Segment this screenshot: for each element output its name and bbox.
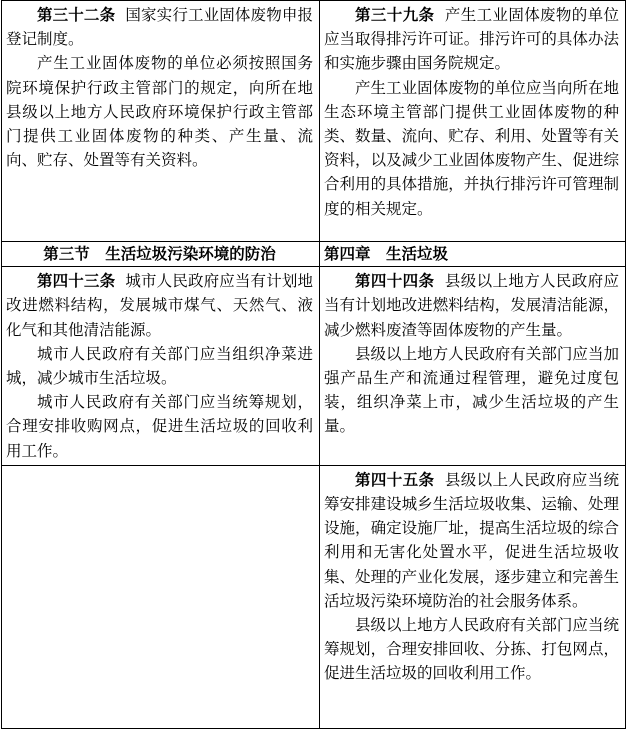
section-heading-old: 第三节 生活垃圾污染环境的防治 <box>2 242 320 267</box>
article-number: 第四十四条 <box>355 271 435 291</box>
article-paragraph: 城市人民政府有关部门应当组织净菜进城，减少城市生活垃圾。 <box>6 344 313 388</box>
article-number: 第四十五条 <box>355 469 435 489</box>
table-row <box>2 1 626 242</box>
article-text: 城市人民政府应当有计划地改进燃料结构，发展城市煤气、天然气、液化气和其他清洁能源。 <box>6 272 313 339</box>
new-law-cell <box>320 465 626 728</box>
table-row <box>2 242 626 267</box>
article-paragraph <box>324 3 619 76</box>
article-paragraph: 产生工业固体废物的单位应当向所在地生态环境主管部门提供工业固体废物的种类、数量、流向、贮存、利用、处置等有关资料，以及减少工业固体废物产生、促进综合利用的具体措施，并执行排污许可管理制度的相关规定。 <box>324 78 619 218</box>
article-paragraph: 县级以上地方人民政府有关部门应当统筹规划，合理安排回收、分拣、打包网点，促进生活垃圾的回收利用工作。 <box>324 616 619 683</box>
article-text: 县级以上地方人民政府应当有计划地改进燃料结构，发展清洁能源，减少燃料废渣等固体废物的产生量。 <box>324 272 619 339</box>
article-number: 第四十三条 <box>37 271 116 291</box>
table-row <box>2 267 626 466</box>
old-law-cell <box>2 1 320 242</box>
table-row <box>2 465 626 728</box>
law-comparison-table <box>1 0 626 729</box>
article-text: 国家实行工业固体废物申报登记制度。 <box>6 6 313 49</box>
article-paragraph <box>324 269 619 342</box>
article-paragraph <box>6 3 313 51</box>
article-paragraph: 产生工业固体废物的单位必须按照国务院环境保护行政主管部门的规定，向所在地县级以上地方人民政府环境保护行政主管部门提供工业固体废物的种类、产生量、流向、贮存、处置等有关资料。 <box>6 54 313 170</box>
new-law-cell <box>320 1 626 242</box>
article-number: 第三十九条 <box>355 5 435 24</box>
article-text: 县级以上人民政府应当统筹安排建设城乡生活垃圾收集、运输、处理设施，确定设施厂址，提高生活垃圾的综合利用和无害化处置水平，促进生活垃圾收集、处理的产业化发展，逐步建立和完善生活垃圾污染环境防治的社会服务体系。 <box>324 470 619 610</box>
article-paragraph <box>6 269 313 342</box>
article-paragraph <box>324 468 619 613</box>
chapter-heading-new: 第四章 生活垃圾 <box>320 242 626 267</box>
old-law-cell <box>2 267 320 466</box>
article-number: 第三十二条 <box>37 5 116 24</box>
article-text: 产生工业固体废物的单位应当取得排污许可证。排污许可的具体办法和实施步骤由国务院规定。 <box>324 6 619 73</box>
article-paragraph: 城市人民政府有关部门应当统筹规划，合理安排收购网点，促进生活垃圾的回收利用工作。 <box>6 393 313 460</box>
old-law-cell-empty <box>2 465 320 728</box>
new-law-cell <box>320 267 626 466</box>
article-paragraph: 县级以上地方人民政府有关部门应当加强产品生产和流通过程管理，避免过度包装，组织净菜上市，减少生活垃圾的产生量。 <box>324 344 619 436</box>
